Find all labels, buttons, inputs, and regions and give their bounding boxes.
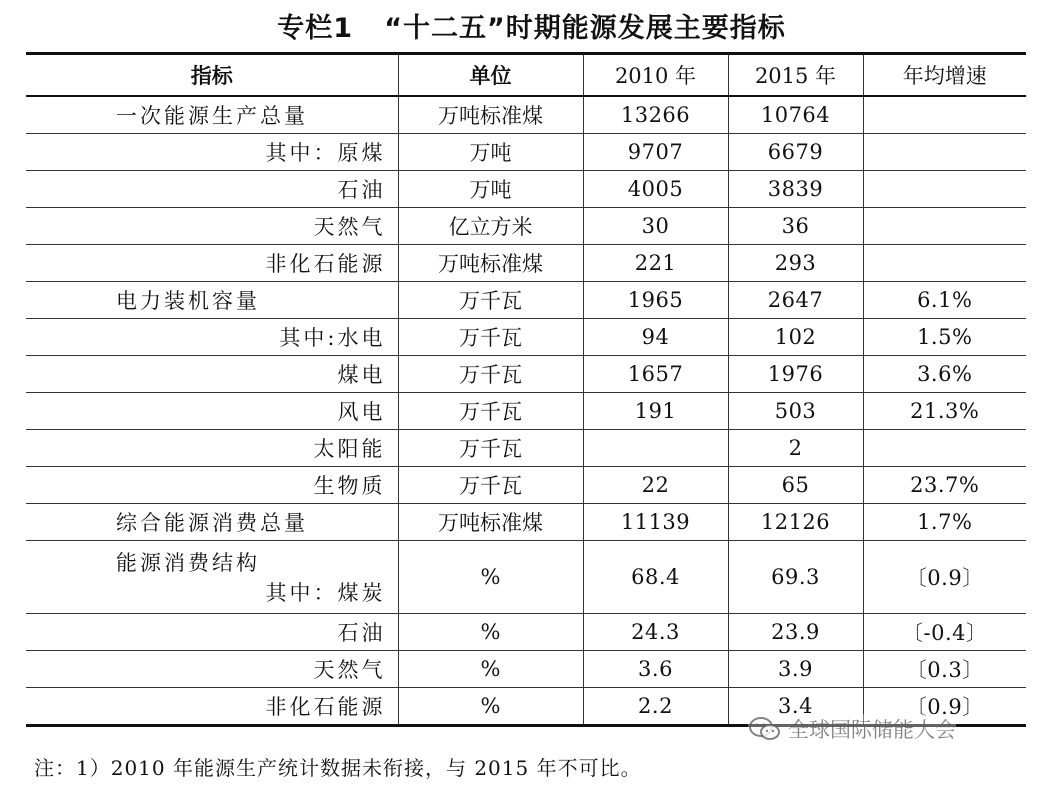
table-row [26,393,1026,430]
table-row [26,651,1026,688]
row-unit: % [398,651,583,688]
row-label: 石油 [26,614,398,651]
row-growth: 6.1% [863,282,1026,319]
row-2010: 4005 [583,171,728,208]
row-2015: 293 [728,245,863,282]
header-2015: 2015 年 [728,54,863,97]
row-label-group [26,541,398,614]
row-2015: 2647 [728,282,863,319]
table-row [26,319,1026,356]
row-2015: 65 [728,467,863,504]
row-2010: 94 [583,319,728,356]
energy-indicators-table [26,52,1026,727]
row-2010 [583,430,728,467]
row-unit: 万吨标准煤 [398,96,583,134]
row-unit: 万吨 [398,134,583,171]
header-indicator: 指标 [26,54,398,97]
row-2015: 503 [728,393,863,430]
row-growth [863,430,1026,467]
row-2010: 24.3 [583,614,728,651]
row-2015: 12126 [728,504,863,541]
row-growth: 3.6% [863,356,1026,393]
row-label: 能源消费结构 [116,551,260,575]
row-unit: 万千瓦 [398,430,583,467]
row-growth: 〔0.3〕 [863,651,1026,688]
row-growth [863,171,1026,208]
row-2010: 221 [583,245,728,282]
footnote: 注：1）2010 年能源生产统计数据未衔接，与 2015 年不可比。 [34,756,642,780]
row-2010: 1657 [583,356,728,393]
row-2015: 3.4 [728,688,863,726]
row-growth: 1.5% [863,319,1026,356]
row-unit: % [398,614,583,651]
table-row [26,430,1026,467]
row-2015: 10764 [728,96,863,134]
row-growth [863,96,1026,134]
row-unit: 万千瓦 [398,356,583,393]
table-row [26,356,1026,393]
row-label: 太阳能 [26,430,398,467]
row-2010: 191 [583,393,728,430]
table-row [26,208,1026,245]
row-2015: 23.9 [728,614,863,651]
table-row [26,96,1026,134]
row-2010: 13266 [583,96,728,134]
row-unit: 万千瓦 [398,282,583,319]
row-2015: 6679 [728,134,863,171]
row-label: 其中：原煤 [26,134,398,171]
table-row [26,245,1026,282]
row-label: 其中:水电 [26,319,398,356]
row-label: 天然气 [26,651,398,688]
row-unit: 亿立方米 [398,208,583,245]
row-label: 一次能源生产总量 [26,96,398,134]
table-row [26,614,1026,651]
row-2010: 1965 [583,282,728,319]
row-2015: 36 [728,208,863,245]
row-unit: 万千瓦 [398,393,583,430]
row-2010: 2.2 [583,688,728,726]
row-unit: 万吨 [398,171,583,208]
header-growth: 年均增速 [863,54,1026,97]
row-2015: 2 [728,430,863,467]
row-label: 生物质 [26,467,398,504]
table-row [26,282,1026,319]
row-unit: 万吨标准煤 [398,504,583,541]
header-2010: 2010 年 [583,54,728,97]
row-2010: 22 [583,467,728,504]
table-row [26,171,1026,208]
row-2015: 102 [728,319,863,356]
row-unit: 万千瓦 [398,319,583,356]
table-row [26,541,1026,614]
row-2010: 3.6 [583,651,728,688]
row-growth: 21.3% [863,393,1026,430]
row-unit: 万千瓦 [398,467,583,504]
row-growth [863,245,1026,282]
row-2015: 69.3 [728,541,863,614]
row-2010: 30 [583,208,728,245]
watermark-text: 全球国际储能大会 [788,718,956,742]
row-label: 非化石能源 [26,688,398,726]
row-label: 天然气 [26,208,398,245]
row-unit: 万吨标准煤 [398,245,583,282]
row-label: 煤电 [26,356,398,393]
row-2010: 9707 [583,134,728,171]
table-row [26,134,1026,171]
header-unit: 单位 [398,54,583,97]
row-growth: 23.7% [863,467,1026,504]
row-2010: 68.4 [583,541,728,614]
row-2015: 1976 [728,356,863,393]
row-growth: 〔0.9〕 [863,541,1026,614]
row-label: 石油 [26,171,398,208]
row-unit: % [398,541,583,614]
row-growth: 〔-0.4〕 [863,614,1026,651]
wechat-icon [748,716,782,742]
row-2010: 11139 [583,504,728,541]
page-title: 专栏1 “十二五”时期能源发展主要指标 [277,13,786,44]
table-header-row [26,54,1026,97]
row-2015: 3.9 [728,651,863,688]
row-label: 综合能源消费总量 [26,504,398,541]
row-label: 风电 [26,393,398,430]
row-growth [863,134,1026,171]
table-row [26,467,1026,504]
table-row [26,504,1026,541]
row-label: 非化石能源 [26,245,398,282]
row-growth: 1.7% [863,504,1026,541]
row-unit: % [398,688,583,726]
row-sublabel: 其中：煤炭 [265,581,386,605]
row-growth [863,208,1026,245]
watermark [748,714,956,744]
row-2015: 3839 [728,171,863,208]
row-label: 电力装机容量 [26,282,398,319]
row-growth: 〔0.9〕 [863,688,1026,726]
